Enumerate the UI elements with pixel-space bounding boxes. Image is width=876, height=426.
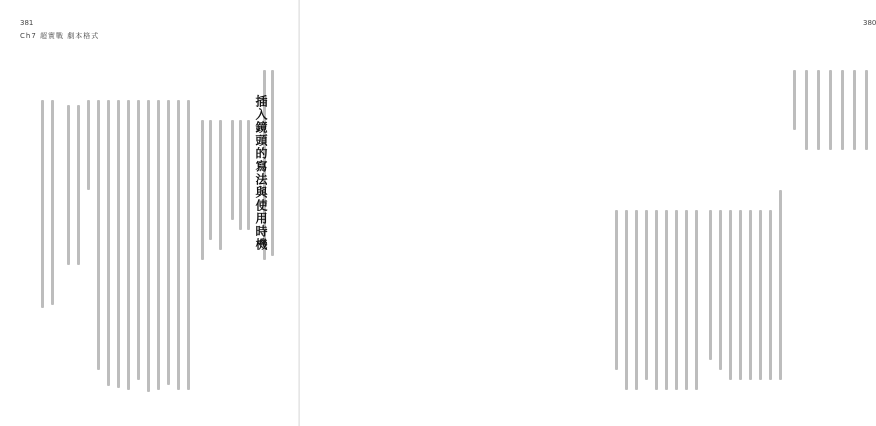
text-column	[136, 70, 141, 370]
chapter-header: Ch7 超實戰 劇本格式	[20, 32, 100, 40]
text-column	[778, 70, 783, 370]
text-column	[156, 70, 161, 370]
text-column	[816, 70, 821, 170]
text-column	[218, 70, 223, 270]
text-column	[96, 70, 101, 370]
text-column	[728, 70, 733, 370]
text-column	[200, 70, 205, 270]
text-column	[76, 70, 81, 370]
text-column	[748, 70, 753, 370]
text-column	[166, 70, 171, 370]
text-column	[50, 70, 55, 370]
text-column	[106, 70, 111, 370]
text-column	[768, 70, 773, 370]
text-column	[230, 70, 235, 270]
text-column	[654, 70, 659, 370]
text-column	[246, 70, 251, 270]
text-column	[738, 70, 743, 370]
text-column	[864, 70, 869, 170]
text-column	[614, 70, 619, 370]
text-column	[644, 70, 649, 370]
text-column	[116, 70, 121, 370]
right-page	[300, 0, 876, 426]
text-column	[40, 70, 45, 370]
text-column	[146, 70, 151, 370]
text-column	[684, 70, 689, 370]
text-column	[270, 70, 275, 270]
text-column	[792, 70, 797, 170]
text-column	[718, 70, 723, 370]
text-column	[86, 70, 91, 370]
text-column	[674, 70, 679, 370]
text-column	[126, 70, 131, 370]
text-column	[708, 70, 713, 370]
text-column	[176, 70, 181, 370]
text-column	[238, 70, 243, 270]
text-column	[664, 70, 669, 370]
left-page-number: 381	[20, 19, 34, 27]
text-column	[186, 70, 191, 370]
text-column	[758, 70, 763, 370]
section-heading: 插入鏡頭的寫法與使用時機	[254, 95, 268, 251]
right-page-number: 380	[863, 19, 876, 27]
text-column	[828, 70, 833, 170]
text-column	[852, 70, 857, 170]
text-column	[840, 70, 845, 170]
text-column	[208, 70, 213, 270]
text-column	[66, 70, 71, 370]
text-column	[694, 70, 699, 370]
text-column	[804, 70, 809, 170]
text-column	[624, 70, 629, 370]
text-column	[634, 70, 639, 370]
